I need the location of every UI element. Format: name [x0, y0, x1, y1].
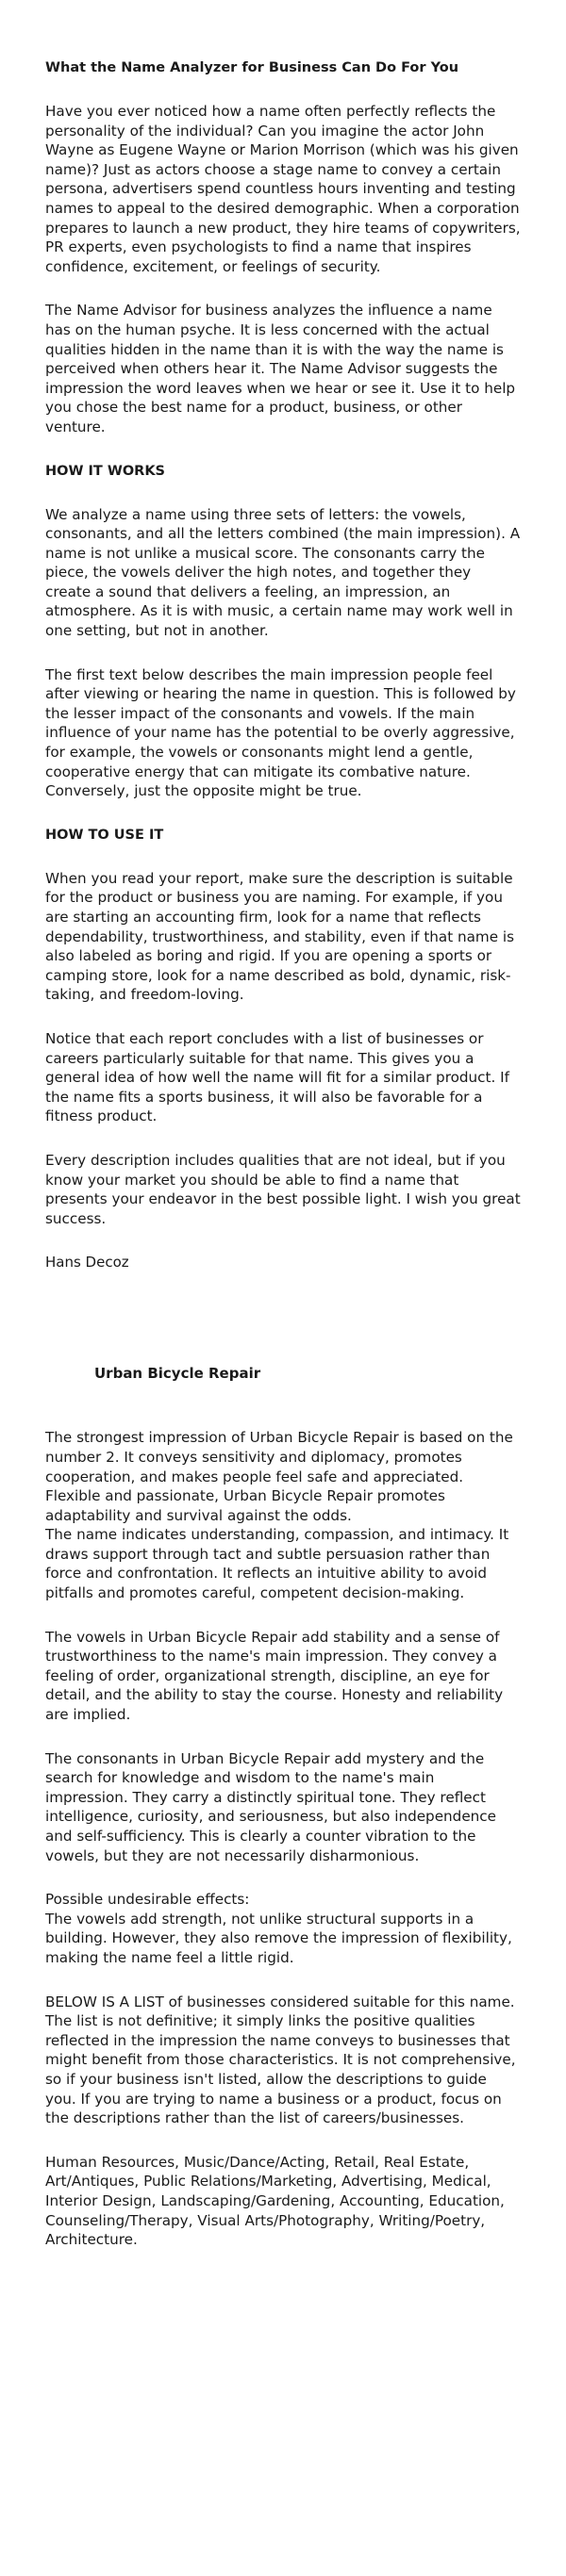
consonants-paragraph: The consonants in Urban Bicycle Repair add mystery and the search for knowledge and wisdom to the name's main impression. They carry a distinctly spiritual tone. They reflect intelligence, curiosity, and seriousness, but also independence and self-sufficiency. This is clearly a counter vibration to the vowels, but they are not necessarily disharmonious.: [45, 1749, 496, 1864]
how-to-use-heading: HOW TO USE IT: [45, 827, 164, 843]
how-to-use-paragraph-1: When you read your report, make sure the description is suitable for the product or business you are naming. For example, if you are starting an accounting firm, look for a name that reflects dependability, trustworthiness, and stability, even if that name is also labeled as boring and rigid. If you are opening a sports or camping store, look for a name described as bold, dynamic, risk-taking, and freedom-loving.: [45, 869, 515, 1004]
main-impression-paragraph-1: The strongest impression of Urban Bicycle Repair is based on the number 2. It conveys sensitivity and diplomacy, promotes cooperation, and makes people feel safe and appreciated. Flexible and passionate, Urban Bicycle Repair promotes adaptability and survival against the odds.: [45, 1429, 513, 1524]
how-it-works-paragraph-1: We analyze a name using three sets of letters: the vowels, consonants, and all the letters combined (the main impression). A name is not unlike a musical score. The consonants carry the piece, the vowels deliver the high notes, and together they create a sound that delivers a feeling, an impression, an atmosphere. As it is with music, a certain name may work well in one setting, but not in another.: [45, 505, 521, 640]
main-impression-paragraph-2: The name indicates understanding, compassion, and intimacy. It draws support through tact and subtle persuasion rather than force and confrontation. It reflects an intuitive ability to avoid pitfalls and promotes careful, competent decision-making.: [45, 1526, 509, 1602]
how-it-works-heading: HOW IT WORKS: [45, 463, 166, 479]
intro-paragraph-1: Have you ever noticed how a name often perfectly reflects the personality of the individual? Can you imagine the actor John Wayne as Eugene Wayne or Marion Morrison (which was his given name)? Just as actors choose a stage name to convey a certain persona, advertisers spend countless hours inventing and testing names to appeal to the desired demographic. When a corporation prepares to launch a new product, they hire teams of copywriters, PR experts, even psychologists to find a name that inspires confidence, excitement, or feelings of security.: [45, 103, 521, 275]
business-list: Human Resources, Music/Dance/Acting, Retail, Real Estate, Art/Antiques, Public Relations/Marketing, Advertising, Medical, Interior Design, Landscaping/Gardening, Accounting, Education, Counseling/Therapy, Visual Arts/Photography, Writing/Poetry, Architecture.: [45, 2153, 505, 2249]
intro-heading: What the Name Analyzer for Business Can Do For You: [45, 60, 459, 75]
undesirable-effects-section: [45, 1890, 521, 1967]
analyzed-name-title: Urban Bicycle Repair: [94, 1365, 261, 1383]
undesirable-effects-label: Possible undesirable effects:: [45, 1891, 250, 1909]
how-it-works-paragraph-2: The first text below describes the main impression people feel after viewing or hearing the name in question. This is followed by the lesser impact of the consonants and vowels. If the main influence of your name has the potential to be overly aggressive, for example, the vowels or consonants might lend a gentle, cooperative energy that can mitigate its combative nature. Conversely, just the opposite might be true.: [45, 665, 516, 800]
how-to-use-paragraph-2: Notice that each report concludes with a list of businesses or careers particularly suitable for that name. This gives you a general idea of how well the name will fit for a similar product. If the name fits a sports business, it will also be favorable for a fitness product.: [45, 1029, 509, 1125]
author-signature: Hans Decoz: [45, 1254, 129, 1272]
undesirable-effects-text: The vowels add strength, not unlike structural supports in a building. However, they also remove the impression of flexibility, making the name feel a little rigid.: [45, 1910, 512, 1966]
vowels-paragraph: The vowels in Urban Bicycle Repair add stability and a sense of trustworthiness to the name's main impression. They convey a feeling of order, organizational strength, discipline, an eye for detail, and the ability to stay the course. Honesty and reliability are implied.: [45, 1628, 504, 1724]
intro-paragraph-2: The Name Advisor for business analyzes the influence a name has on the human psyche. It is less concerned with the actual qualities hidden in the name than it is with the way the name is perceived when others hear it. The Name Advisor suggests the impression the word leaves when we hear or see it. Use it to help you chose the best name for a product, business, or other venture.: [45, 302, 516, 435]
main-impression-section: [45, 1428, 521, 1602]
how-to-use-paragraph-3: Every description includes qualities that are not ideal, but if you know your market you should be able to find a name that presents your endeavor in the best possible light. I wish you great success.: [45, 1151, 521, 1227]
business-list-intro: BELOW IS A LIST of businesses considered suitable for this name. The list is not definitive; it simply links the positive qualities reflected in the impression the name conveys to businesses that might benefit from those characteristics. It is not comprehensive, so if your business isn't listed, allow the descriptions to guide you. If you are trying to name a business or a product, focus on the descriptions rather than the list of careers/businesses.: [45, 1993, 516, 2127]
